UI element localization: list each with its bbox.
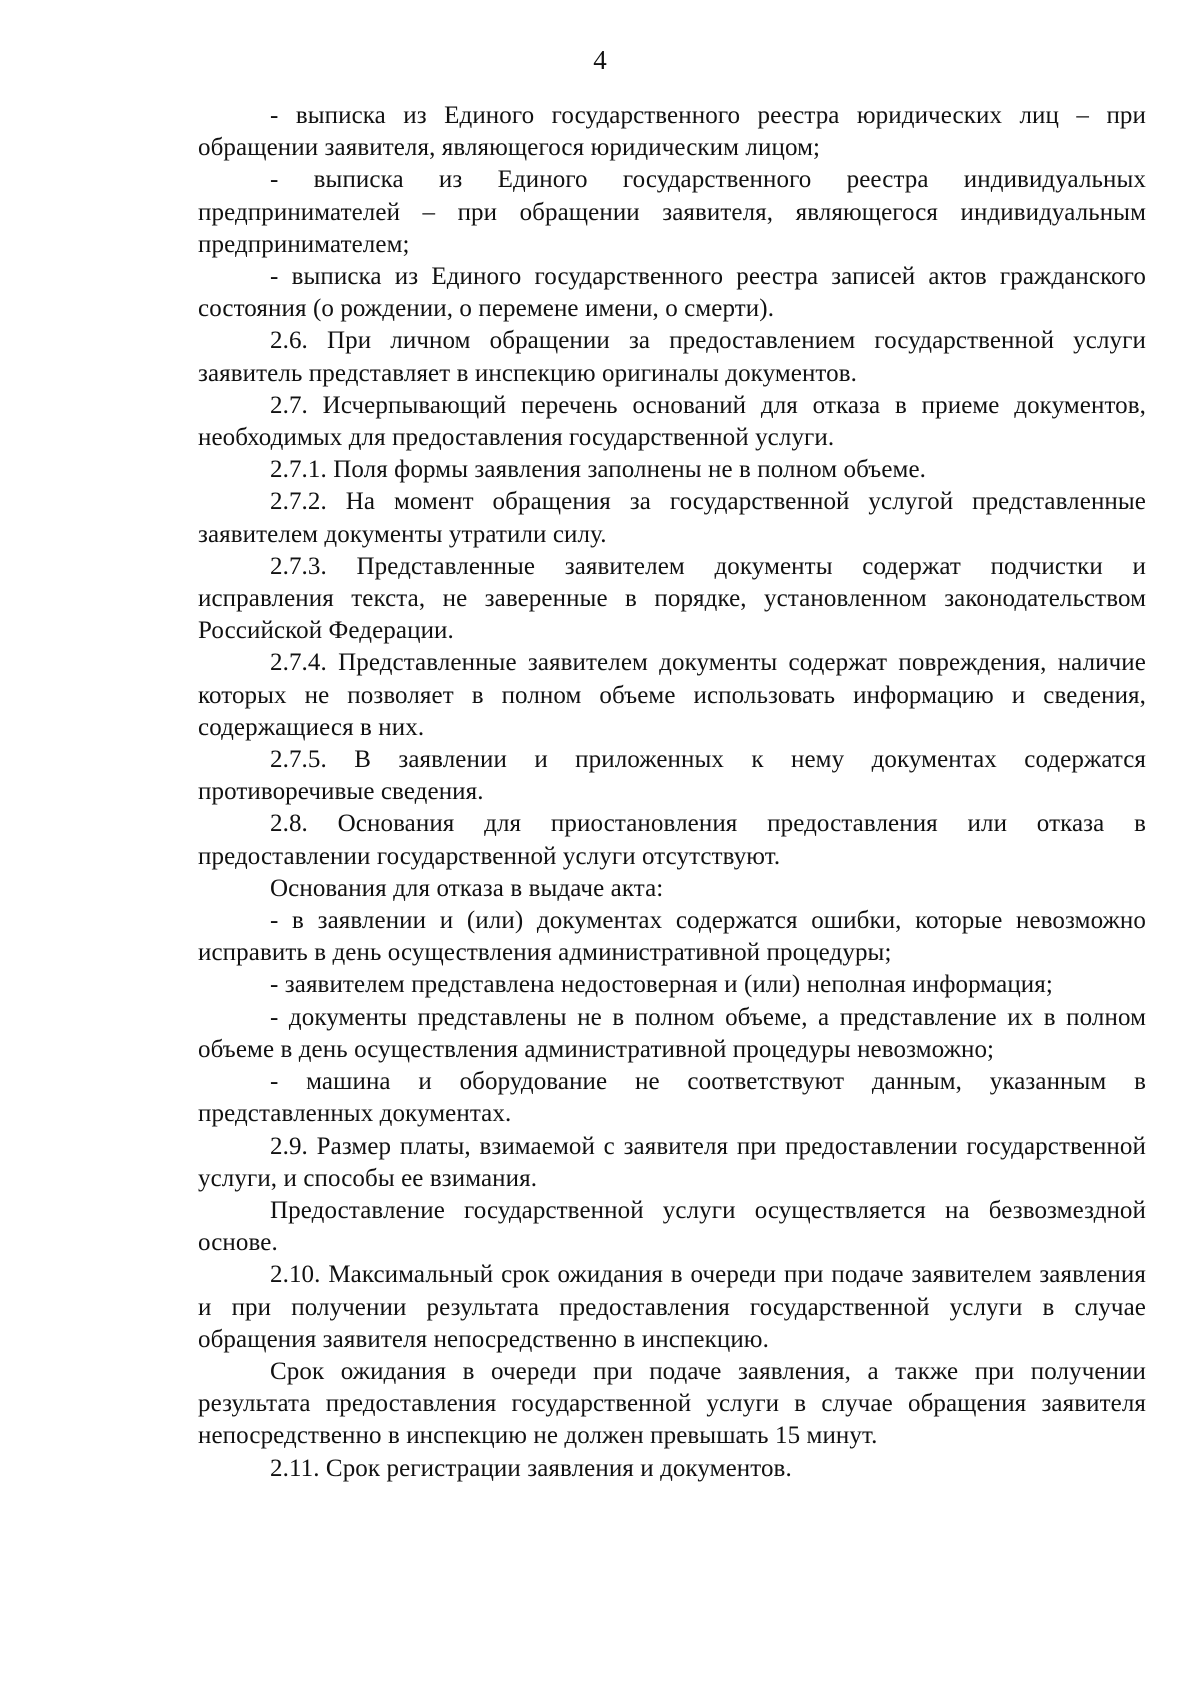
paragraph-refusal-errors: - в заявлении и (или) документах содержатся ошибки, которые невозможно исправить в день осуществления административной процедуры; <box>198 907 1146 967</box>
paragraph-waiting-time: Срок ожидания в очереди при подаче заявления, а также при получении результата предоставления государственной услуги в случае обращения заявителя непосредственно в инспекцию не должен превышать 15 минут. <box>198 1357 1146 1450</box>
paragraph-2-6: 2.6. При личном обращении за предоставлением государственной услуги заявитель представляет в инспекцию оригиналы документов. <box>198 327 1146 387</box>
paragraph-2-7-5: 2.7.5. В заявлении и приложенных к нему документах содержатся противоречивые сведения. <box>198 746 1146 806</box>
paragraph-2-7-2: 2.7.2. На момент обращения за государственной услугой представленные заявителем документы утратили силу. <box>198 488 1146 548</box>
paragraph-2-7-1: 2.7.1. Поля формы заявления заполнены не в полном объеме. <box>270 456 926 484</box>
paragraph-refusal-grounds-heading: Основания для отказа в выдаче акта: <box>270 874 664 902</box>
paragraph-free-of-charge: Предоставление государственной услуги осуществляется на безвозмездной основе. <box>198 1196 1146 1257</box>
paragraph-extract-legal-entities: - выписка из Единого государственного реестра юридических лиц – при обращении заявителя, являющегося юридическим лицом; <box>198 102 1146 162</box>
document-body <box>198 100 1146 1485</box>
paragraph-2-9: 2.9. Размер платы, взимаемой с заявителя при предоставлении государственной услуги, и способы ее взимания. <box>198 1132 1146 1192</box>
paragraph-2-10: 2.10. Максимальный срок ожидания в очереди при подаче заявителем заявления и при получении результата предоставления государственной услуги в случае обращения заявителя непосредственно в инспекцию. <box>198 1261 1146 1353</box>
paragraph-refusal-machine-mismatch: - машина и оборудование не соответствуют данным, указанным в представленных документах. <box>198 1068 1146 1128</box>
page-number: 4 <box>593 45 607 75</box>
paragraph-2-7-3: 2.7.3. Представленные заявителем документы содержат подчистки и исправления текста, не заверенные в порядке, установленном законодательством Российской Федерации. <box>198 552 1146 645</box>
paragraph-2-7-4: 2.7.4. Представленные заявителем документы содержат повреждения, наличие которых не позволяет в полном объеме использовать информацию и сведения, содержащиеся в них. <box>198 649 1146 741</box>
paragraph-extract-civil-status: - выписка из Единого государственного реестра записей актов гражданского состояния (о рождении, о перемене имени, о смерти). <box>198 263 1146 323</box>
paragraph-extract-entrepreneurs: - выписка из Единого государственного реестра индивидуальных предпринимателей – при обращении заявителя, являющегося индивидуальным предпринимателем; <box>198 166 1146 258</box>
paragraph-2-7: 2.7. Исчерпывающий перечень оснований для отказа в приеме документов, необходимых для предоставления государственной услуги. <box>198 391 1146 452</box>
paragraph-2-11: 2.11. Срок регистрации заявления и документов. <box>270 1454 792 1482</box>
paragraph-2-8: 2.8. Основания для приостановления предоставления или отказа в предоставлении государственной услуги отсутствуют. <box>198 810 1146 870</box>
paragraph-refusal-false-info: - заявителем представлена недостоверная и (или) неполная информация; <box>270 971 1053 999</box>
paragraph-refusal-incomplete-docs: - документы представлены не в полном объеме, а представление их в полном объеме в день осуществления административной процедуры невозможно; <box>198 1003 1146 1063</box>
